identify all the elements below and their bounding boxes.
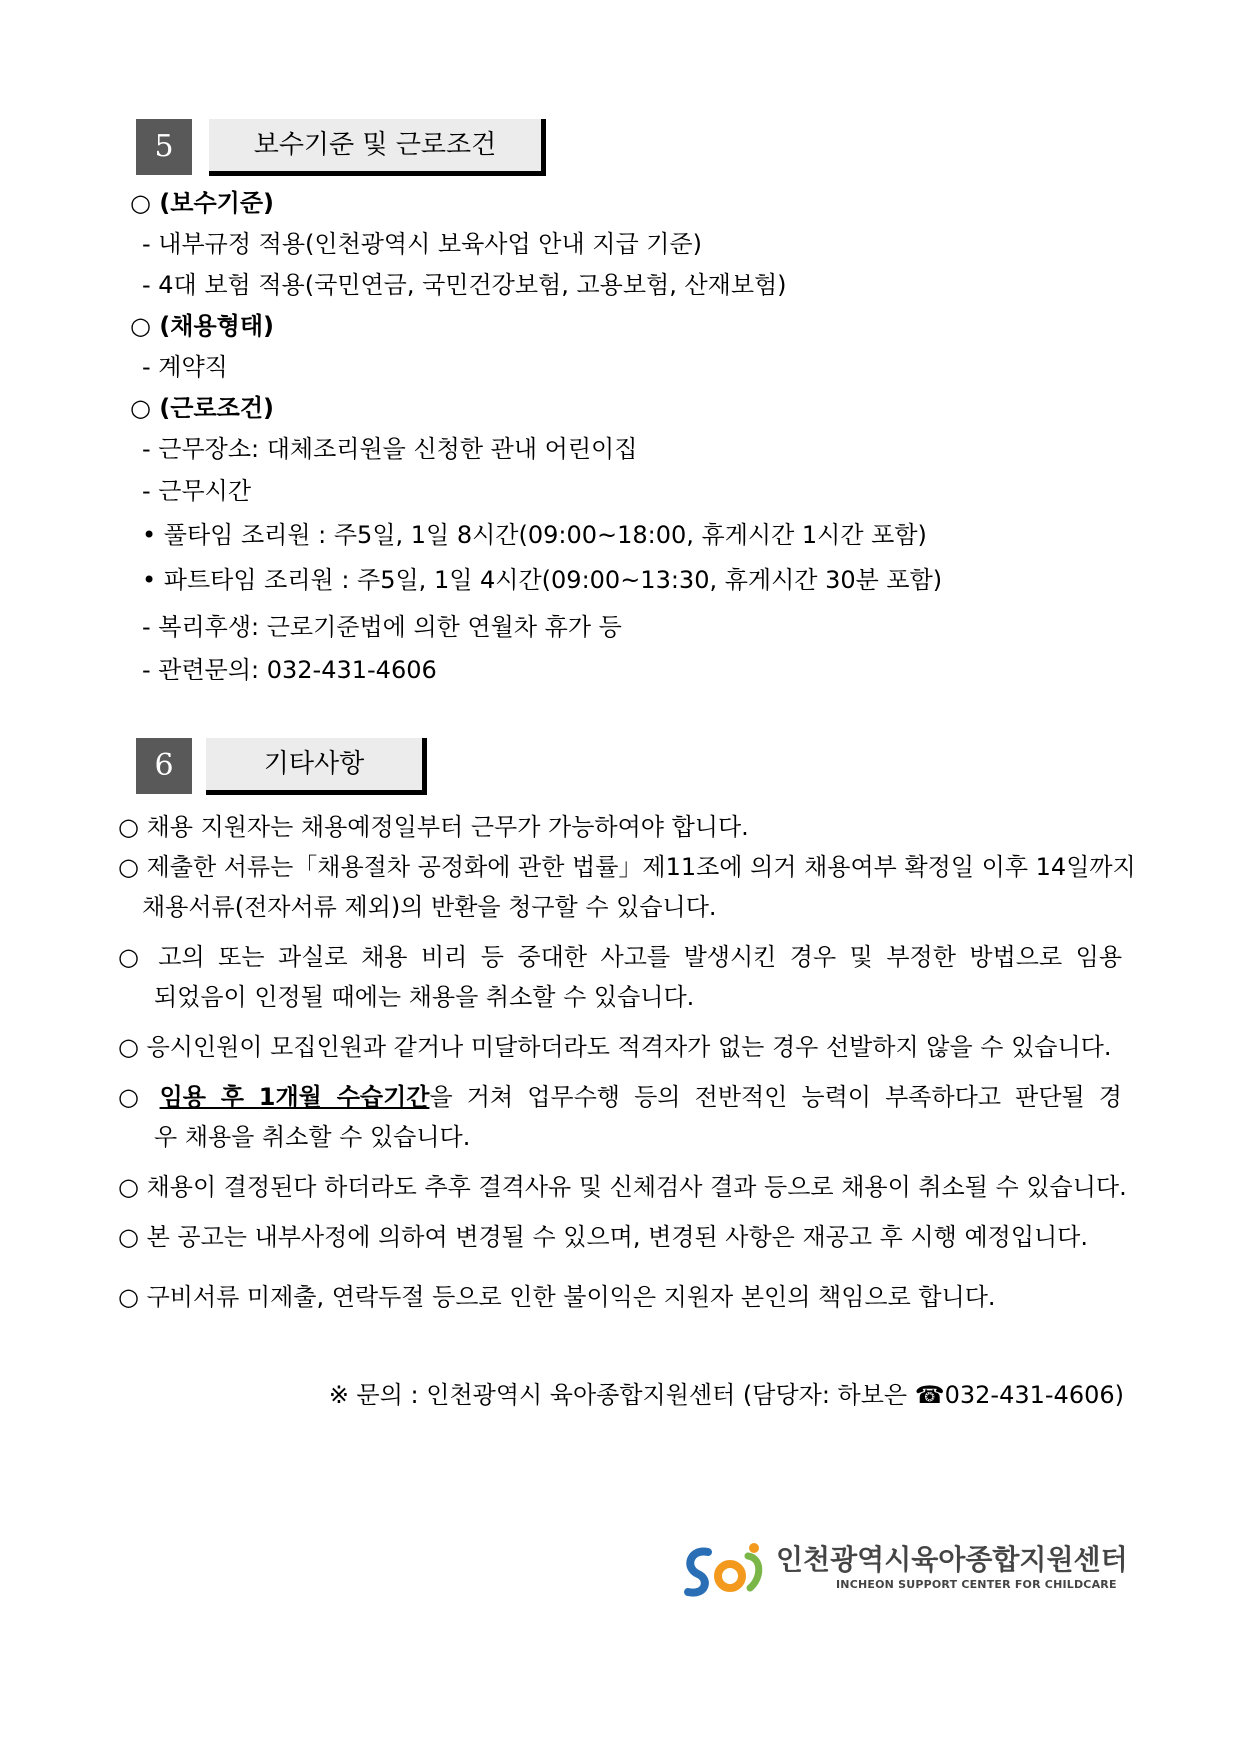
pay-standard-heading: ○ (보수기준): [130, 189, 274, 217]
notice-item-5-rest: 을 거쳐 업무수행 등의 전반적인 능력이 부족하다고 판단될 경: [429, 1083, 1122, 1111]
notice-item-5-line-2: 우 채용을 취소할 수 있습니다.: [154, 1123, 471, 1151]
probation-emphasis: 임용 후 1개월 수습기간: [159, 1083, 430, 1111]
work-conditions-item-2: - 근무시간: [142, 477, 252, 505]
work-conditions-item-1: - 근무장소: 대체조리원을 신청한 관내 어린이집: [142, 435, 638, 463]
center-logo-mark-icon: [680, 1538, 770, 1600]
notice-item-7: ○ 본 공고는 내부사정에 의하여 변경될 수 있으며, 변경된 사항은 재공고 후 시행 예정입니다.: [118, 1223, 1088, 1251]
notice-item-1: ○ 채용 지원자는 채용예정일부터 근무가 가능하여야 합니다.: [118, 813, 749, 841]
section-6-header: [136, 738, 426, 794]
notice-item-4: ○ 응시인원이 모집인원과 같거나 미달하더라도 적격자가 없는 경우 선발하지 않을 수 있습니다.: [118, 1033, 1112, 1061]
section-5-title: 보수기준 및 근로조건: [209, 119, 546, 176]
employment-type-item-1: - 계약직: [142, 353, 228, 381]
work-conditions-heading: ○ (근로조건): [130, 394, 274, 422]
notice-item-3-line-2: 되었음이 인정될 때에는 채용을 취소할 수 있습니다.: [154, 983, 695, 1011]
work-conditions-item-4: • 파트타임 조리원 : 주5일, 1일 4시간(09:00~13:30, 휴게시간 30분 포함): [142, 566, 943, 594]
employment-type-heading: ○ (채용형태): [130, 312, 274, 340]
pay-standard-item-1: - 내부규정 적용(인천광역시 보육사업 안내 지급 기준): [142, 230, 703, 258]
notice-item-6: ○ 채용이 결정된다 하더라도 추후 결격사유 및 신체검사 결과 등으로 채용이 취소될 수 있습니다.: [118, 1173, 1127, 1201]
notice-item-2-line-1: ○ 제출한 서류는「채용절차 공정화에 관한 법률」제11조에 의거 채용여부 확정일 이후 14일까지: [118, 853, 1136, 881]
work-conditions-item-3: • 풀타임 조리원 : 주5일, 1일 8시간(09:00~18:00, 휴게시간 1시간 포함): [142, 521, 927, 549]
notice-item-3-line-1: ○ 고의 또는 과실로 채용 비리 등 중대한 사고를 발생시킨 경우 및 부정한 방법으로 임용: [118, 943, 1122, 971]
pay-standard-item-2: - 4대 보험 적용(국민연금, 국민건강보험, 고용보험, 산재보험): [142, 271, 787, 299]
notice-item-5-bullet: ○: [118, 1083, 160, 1111]
work-conditions-item-6: - 관련문의: 032-431-4606: [142, 656, 437, 684]
notice-item-5-line-1: [118, 1082, 1122, 1112]
center-logo-name-ko: 인천광역시육아종합지원센터: [776, 1543, 1128, 1576]
contact-note: ※ 문의 : 인천광역시 육아종합지원센터 (담당자: 하보은 ☎032-431-4606): [328, 1381, 1124, 1409]
notice-item-8: ○ 구비서류 미제출, 연락두절 등으로 인한 불이익은 지원자 본인의 책임으로 합니다.: [118, 1283, 996, 1311]
work-conditions-item-5: - 복리후생: 근로기준법에 의한 연월차 휴가 등: [142, 613, 622, 641]
notice-item-2-line-2: 채용서류(전자서류 제외)의 반환을 청구할 수 있습니다.: [142, 893, 717, 921]
section-5-number: 5: [136, 119, 192, 175]
center-logo-name-en: INCHEON SUPPORT CENTER FOR CHILDCARE: [836, 1578, 1117, 1591]
center-logo: [680, 1536, 1128, 1606]
section-6-number: 6: [136, 738, 192, 794]
section-6-title: 기타사항: [206, 738, 427, 795]
section-5-header: [136, 119, 546, 175]
